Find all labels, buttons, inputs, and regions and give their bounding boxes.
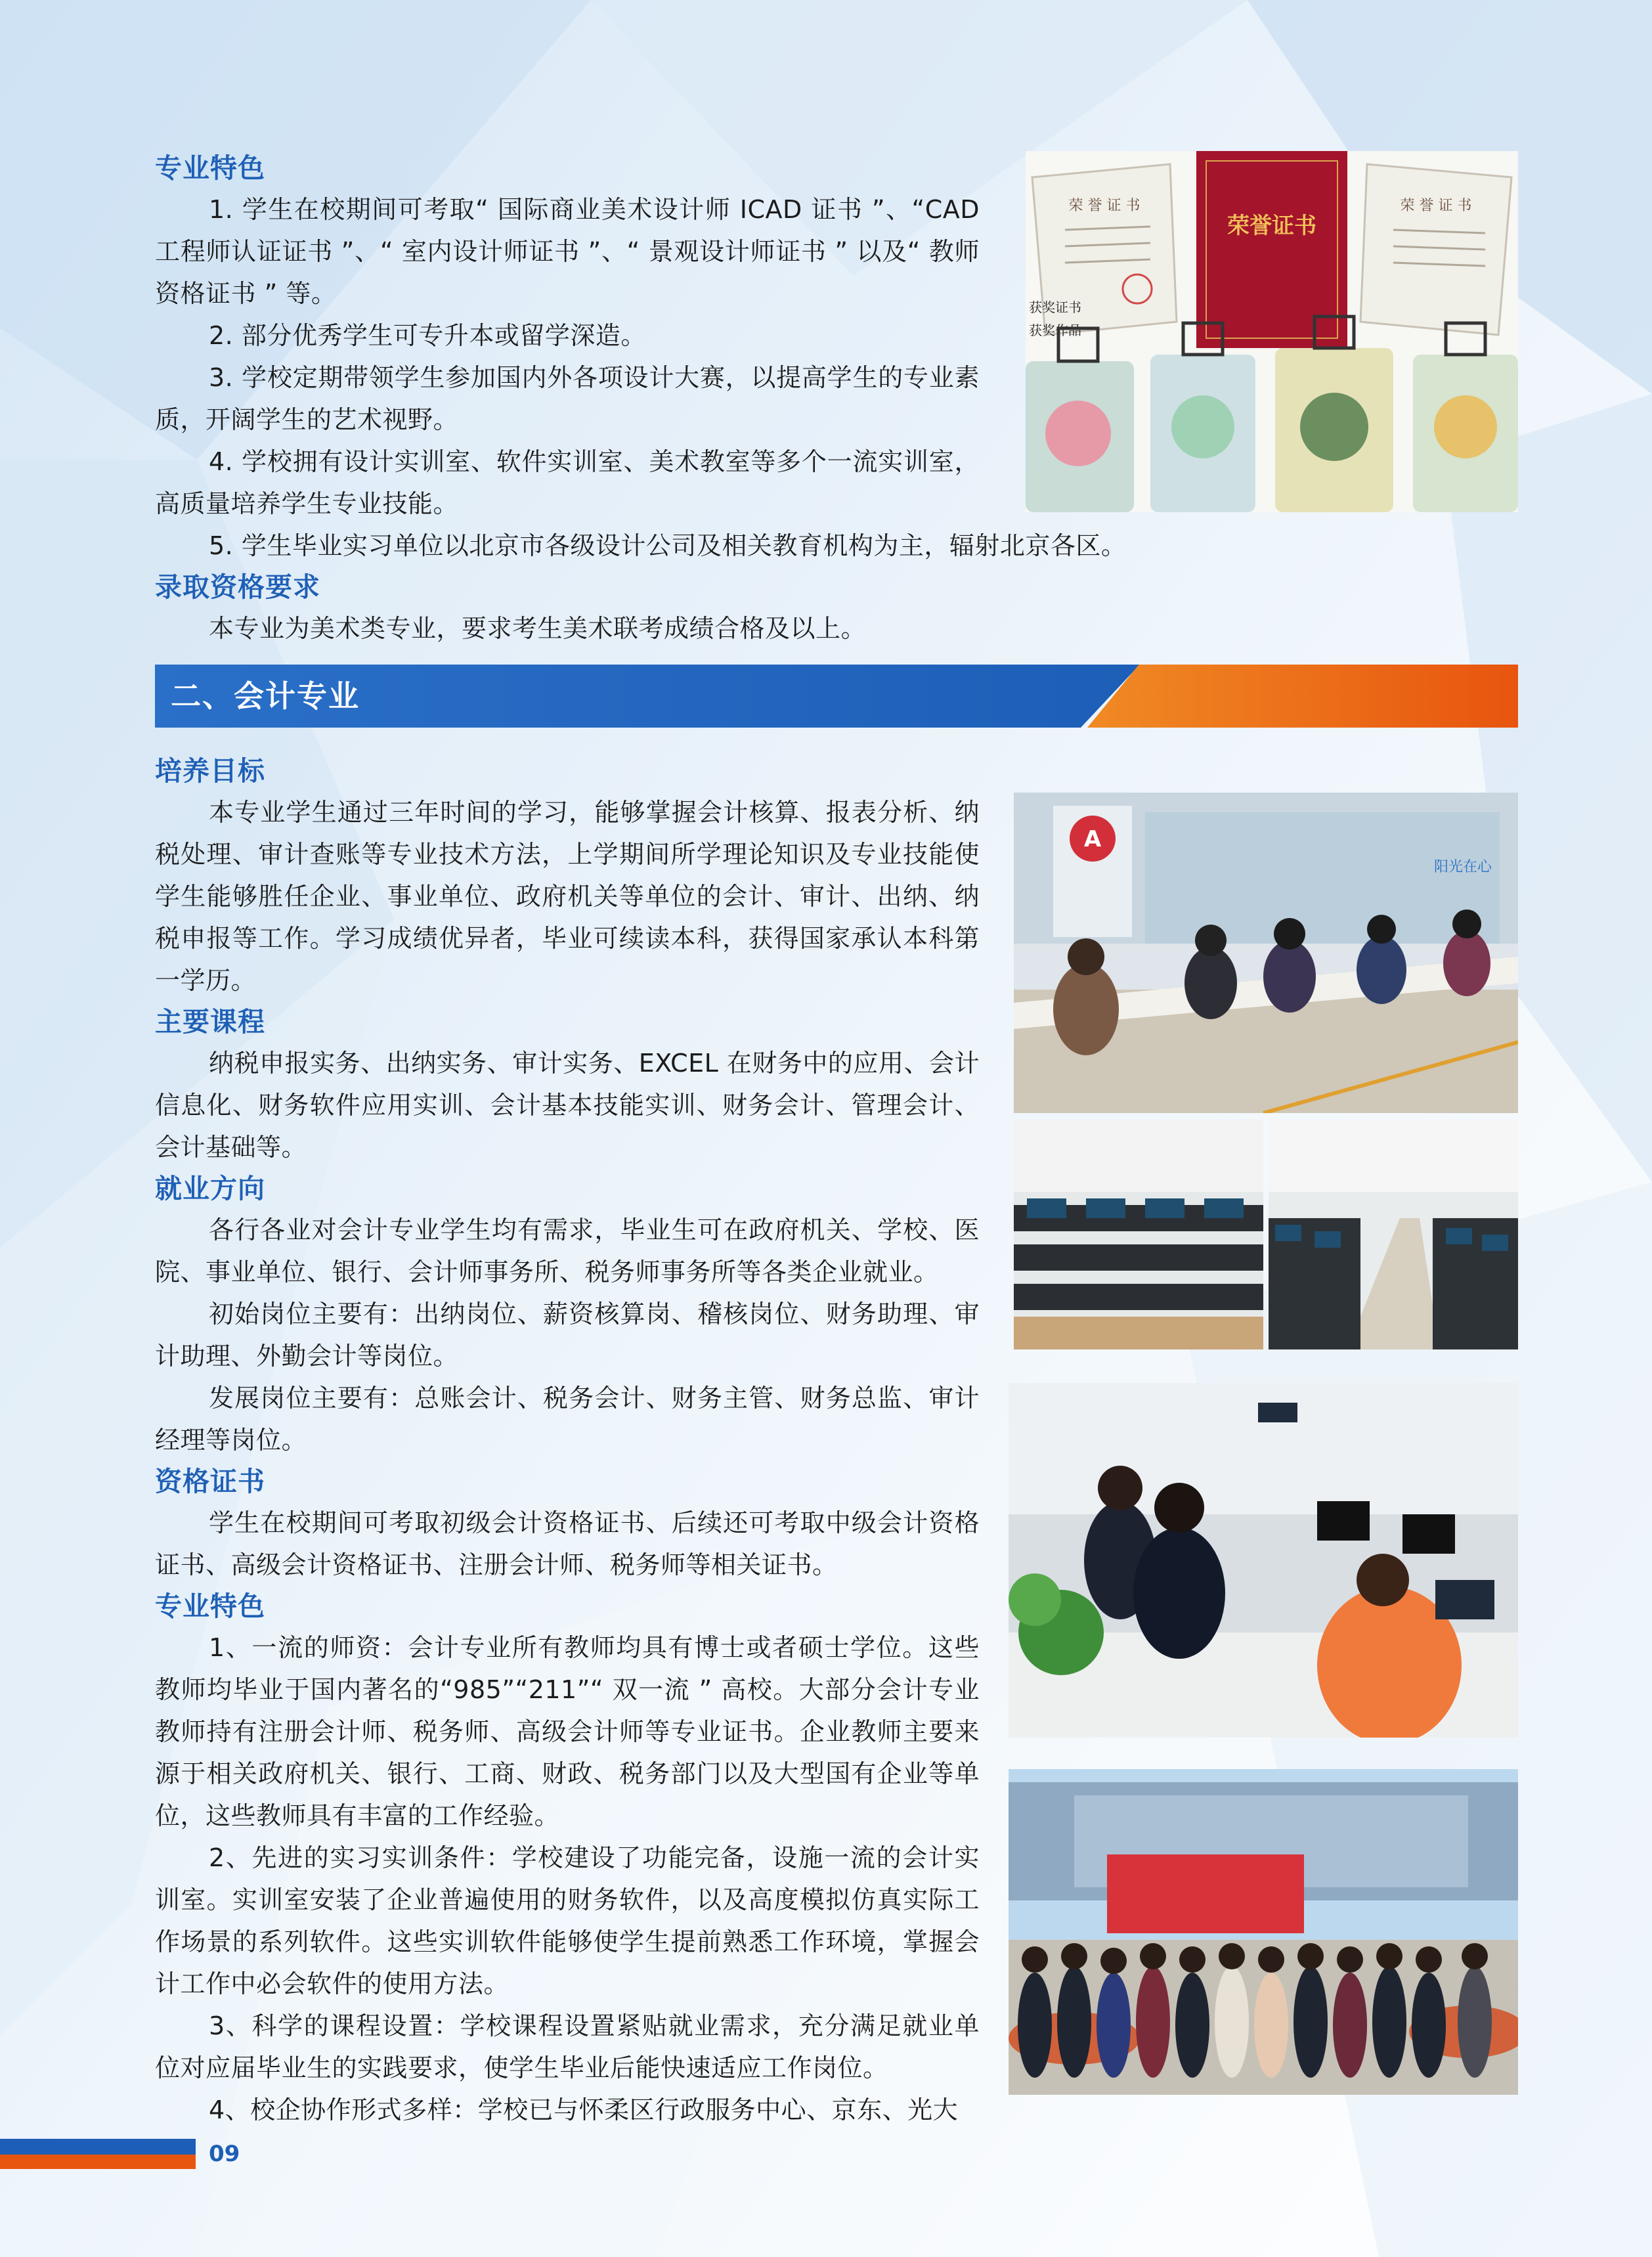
svg-text:A: A	[1083, 826, 1102, 852]
wall-sign: 阳光在心	[1434, 859, 1492, 875]
feature-item: 3. 学校定期带领学生参加国内外各项设计大赛，以提高学生的专业素质，开阔学生的艺术视野。	[155, 363, 980, 434]
cert-text: 学生在校期间可考取初级会计资格证书、后续还可考取中级会计资格证书、高级会计资格证书、注册会计师、税务师等相关证书。	[155, 1508, 980, 1579]
certificate-photo	[1026, 151, 1518, 512]
goal-text: 本专业学生通过三年时间的学习，能够掌握会计核算、报表分析、纳税处理、审计查账等专业技术方法，上学期间所学理论知识及专业技能使学生能够胜任企业、事业单位、政府机关等单位的会计、审计、出纳、纳税申报等工作。学习成绩优异者，毕业可续读本科，获得国家承认本科第一学历。	[155, 798, 980, 995]
admission-text: 本专业为美术类专业，要求考生美术联考成绩合格及以上。	[209, 614, 867, 643]
heading-goal: 培养目标	[155, 755, 265, 787]
heading-features-accounting: 专业特色	[155, 1590, 265, 1622]
page-number: 09	[209, 2141, 240, 2167]
footer-color-bar	[0, 2139, 196, 2169]
career-text: 发展岗位主要有：总账会计、税务会计、财务主管、财务总监、审计经理等岗位。	[155, 1384, 980, 1455]
section-title: 二、会计专业	[171, 678, 360, 714]
training-room-photo-left	[1014, 1120, 1263, 1349]
service-hall-photo	[1014, 793, 1518, 1113]
accounting-major-block	[155, 751, 980, 2131]
practice-staff-photo	[1009, 1383, 1518, 1738]
cert-left-title: 荣 誉 证 书	[1068, 198, 1141, 214]
heading-courses: 主要课程	[155, 1006, 265, 1038]
career-text: 各行各业对会计专业学生均有需求，毕业生可在政府机关、学校、医院、事业单位、银行、会计师事务所、税务师事务所等各类企业就业。	[155, 1216, 980, 1286]
cert-right-title: 荣 誉 证 书	[1400, 198, 1472, 214]
heading-cert: 资格证书	[155, 1466, 265, 1497]
courses-text: 纳税申报实务、出纳实务、审计实务、EXCEL 在财务中的应用、会计信息化、财务软件应用实训、会计基本技能实训、财务会计、管理会计、会计基础等。	[155, 1049, 980, 1162]
feature-item: 1. 学生在校期间可考取“ 国际商业美术设计师 ICAD 证书 ”、“CAD 工程师认证证书 ”、“ 室内设计师证书 ”、“ 景观设计师证书 ” 以及“ 教师资格证书 ” 等。	[155, 195, 980, 308]
heading-admission: 录取资格要求	[155, 571, 320, 603]
feature-item: 1、一流的师资：会计专业所有教师均具有博士或者硕士学位。这些教师均毕业于国内著名的“985”“211”“ 双一流 ” 高校。大部分会计专业教师持有注册会计师、税务师、高级会计师等专业证书。企业教师主要来源于相关政府机关、银行、工商、财政、税务部门以及大型国有企业等单位，这些教师具有丰富的工作经验。	[155, 1633, 980, 1830]
heading-career: 就业方向	[155, 1173, 265, 1204]
career-text: 初始岗位主要有：出纳岗位、薪资核算岗、稽核岗位、财务助理、审计助理、外勤会计等岗位。	[155, 1300, 980, 1370]
section-banner-accounting	[155, 665, 1518, 728]
feature-item: 5. 学生毕业实习单位以北京市各级设计公司及相关教育机构为主，辐射北京各区。	[209, 531, 1127, 560]
label-award-cert: 获奖证书	[1029, 299, 1081, 315]
group-photo	[1009, 1769, 1518, 2095]
feature-item: 3、科学的课程设置：学校课程设置紧贴就业需求，充分满足就业单位对应届毕业生的实践要求，使学生毕业后能快速适应工作岗位。	[155, 2011, 980, 2082]
feature-item: 4、校企协作形式多样：学校已与怀柔区行政服务中心、京东、光大	[209, 2095, 959, 2124]
training-room-photo-right	[1269, 1120, 1518, 1349]
book-title: 荣誉证书	[1227, 213, 1316, 239]
feature-item: 2、先进的实习实训条件：学校建设了功能完备，设施一流的会计实训室。实训室安装了企业普遍使用的财务软件，以及高度模拟仿真实际工作场景的系列软件。这些实训软件能够使学生提前熟悉工作环境，掌握会计工作中必会软件的使用方法。	[155, 1843, 980, 1998]
label-award-work: 获奖作品	[1029, 322, 1081, 338]
feature-item: 4. 学校拥有设计实训室、软件实训室、美术教室等多个一流实训室，高质量培养学生专业技能。	[155, 447, 980, 518]
heading-features: 专业特色	[155, 152, 265, 184]
feature-item: 2. 部分优秀学生可专升本或留学深造。	[209, 321, 646, 350]
